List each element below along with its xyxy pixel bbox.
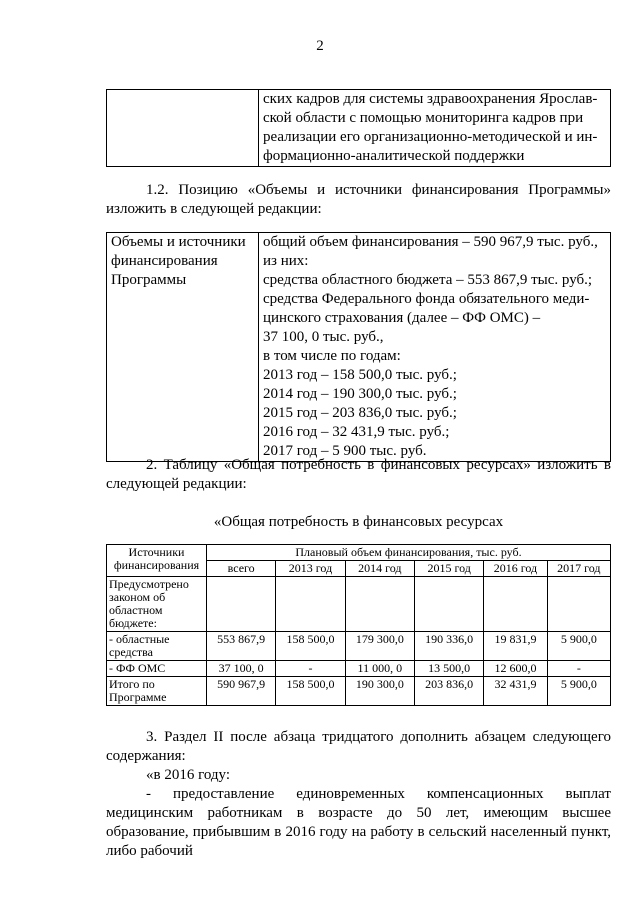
- cell: [547, 577, 610, 632]
- cell: 13 500,0: [414, 661, 483, 677]
- continuation-text: [259, 90, 611, 167]
- needs-table: [106, 544, 611, 706]
- page-number: 2: [316, 38, 324, 54]
- row-label: - ФФ ОМС: [107, 661, 207, 677]
- financing-line: цинского страхования (далее – ФФ ОМС) –: [263, 310, 541, 326]
- cell: 179 300,0: [345, 632, 414, 661]
- cell: 190 336,0: [414, 632, 483, 661]
- cell: 590 967,9: [207, 677, 276, 706]
- financing-table: [106, 232, 611, 462]
- cell: [414, 577, 483, 632]
- cell: -: [547, 661, 610, 677]
- cell: 37 100, 0: [207, 661, 276, 677]
- table-row: [107, 577, 611, 632]
- text-line: ской области с помощью мониторинга кадров при: [263, 110, 584, 126]
- column-header: всего: [207, 561, 276, 577]
- section-3-text: 3. Раздел II после абзаца тридцатого дополнить абзацем следующего содержания:: [106, 729, 611, 764]
- cell: 5 900,0: [547, 632, 610, 661]
- cell: 32 431,9: [484, 677, 547, 706]
- cell: 12 600,0: [484, 661, 547, 677]
- table-row: [107, 677, 611, 706]
- financing-line: 2014 год – 190 300,0 тыс. руб.;: [263, 386, 457, 402]
- row-label: Предусмотрено законом об областном бюджете:: [107, 577, 207, 632]
- cell: 190 300,0: [345, 677, 414, 706]
- bullet-paragraph: - предоставление единовременных компенсационных выплат медицинским работникам в возрасте до 50 лет, имеющим высшее образование, прибывшим в 2016 году на работу в сельский населенный пункт, либо рабочий: [106, 786, 611, 859]
- cell: 5 900,0: [547, 677, 610, 706]
- header-source: Источники финансирования: [107, 545, 207, 577]
- financing-line: 2013 год – 158 500,0 тыс. руб.;: [263, 367, 457, 383]
- cell: 203 836,0: [414, 677, 483, 706]
- row-label: Итого по Программе: [107, 677, 207, 706]
- empty-cell: [107, 90, 259, 167]
- financing-line: 2015 год – 203 836,0 тыс. руб.;: [263, 405, 457, 421]
- header-plan: Плановый объем финансирования, тыс. руб.: [207, 545, 611, 561]
- table-row: [107, 632, 611, 661]
- financing-line: общий объем финансирования – 590 967,9 тыс. руб.,: [263, 234, 598, 250]
- cell: 158 500,0: [276, 632, 345, 661]
- financing-line: в том числе по годам:: [263, 348, 401, 364]
- cell: 11 000, 0: [345, 661, 414, 677]
- financing-line: средства Федерального фонда обязательного меди-: [263, 291, 590, 307]
- row-label: - областные средства: [107, 632, 207, 661]
- financing-line: 2016 год – 32 431,9 тыс. руб.;: [263, 424, 450, 440]
- column-header: 2016 год: [484, 561, 547, 577]
- financing-line: из них:: [263, 253, 309, 269]
- quote-start: «в 2016 году:: [146, 767, 231, 783]
- section-1-2-text: 1.2. Позицию «Объемы и источники финансирования Программы» изложить в следующей редакции:: [106, 182, 611, 217]
- cell: [276, 577, 345, 632]
- financing-label: Объемы и источники финансирования Программы: [107, 233, 259, 462]
- text-line: реализации его организационно-методической и ин-: [263, 129, 598, 145]
- cell: 158 500,0: [276, 677, 345, 706]
- financing-line: 37 100, 0 тыс. руб.,: [263, 329, 384, 345]
- needs-table-title: «Общая потребность в финансовых ресурсах: [213, 514, 504, 530]
- cell: [345, 577, 414, 632]
- cell: [484, 577, 547, 632]
- financing-line: 2017 год – 5 900 тыс. руб.: [263, 443, 427, 459]
- text-line: ских кадров для системы здравоохранения Ярослав-: [263, 91, 598, 107]
- cell: 19 831,9: [484, 632, 547, 661]
- column-header: 2013 год: [276, 561, 345, 577]
- financing-line: средства областного бюджета – 553 867,9 тыс. руб.;: [263, 272, 593, 288]
- table-row: [107, 661, 611, 677]
- text-line: формационно-аналитической поддержки: [263, 148, 525, 164]
- column-header: 2014 год: [345, 561, 414, 577]
- continuation-table: [106, 89, 611, 167]
- financing-details: [259, 233, 611, 462]
- cell: 553 867,9: [207, 632, 276, 661]
- cell: -: [276, 661, 345, 677]
- section-2-text: 2. Таблицу «Общая потребность в финансовых ресурсах» изложить в следующей редакции:: [106, 457, 611, 492]
- cell: [207, 577, 276, 632]
- column-header: 2017 год: [547, 561, 610, 577]
- column-header: 2015 год: [414, 561, 483, 577]
